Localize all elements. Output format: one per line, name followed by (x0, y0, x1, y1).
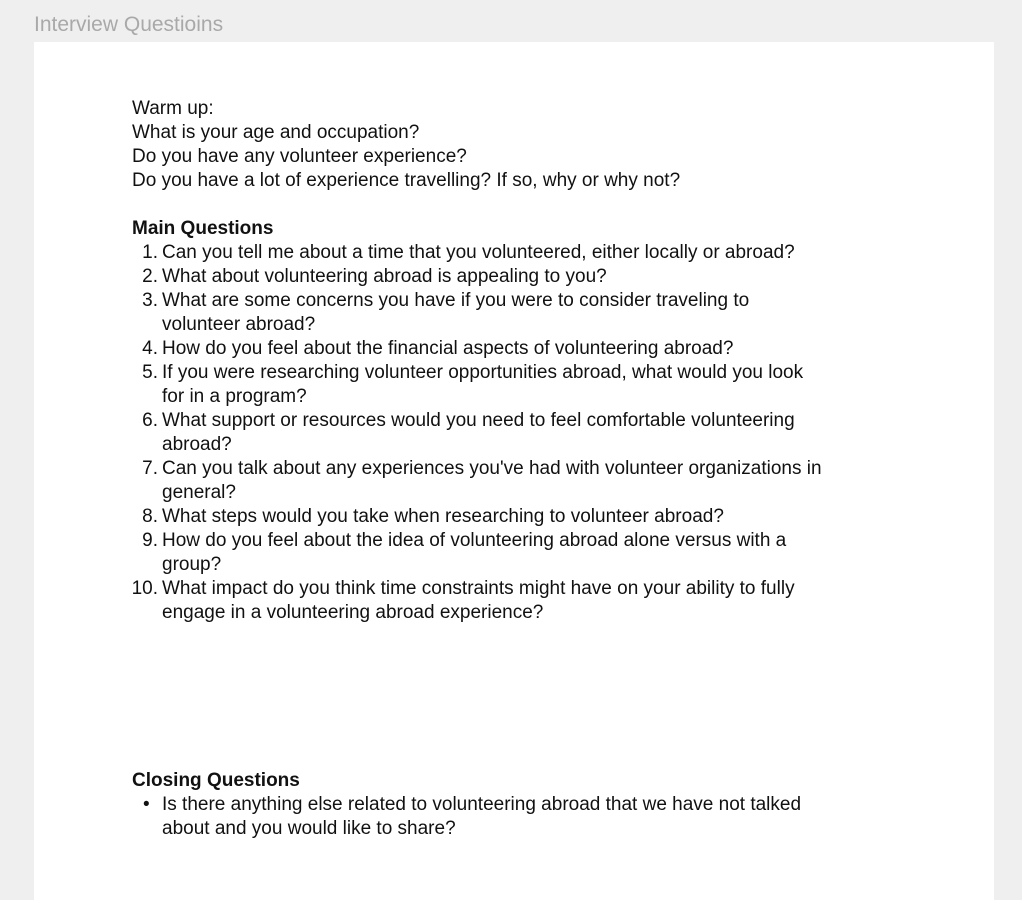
question-text-continued: for in a program? (162, 386, 307, 407)
bullet-icon: • (143, 794, 150, 815)
question-text: How do you feel about the financial aspects of volunteering abroad? (162, 338, 734, 359)
closing-question-item (132, 793, 932, 841)
document-content (132, 97, 932, 841)
question-number: 4. (142, 338, 158, 359)
question-text: What steps would you take when researching to volunteer abroad? (162, 506, 724, 527)
question-number: 3. (142, 290, 158, 311)
question-number: 2. (142, 266, 158, 287)
question-text-continued: group? (162, 554, 222, 575)
paragraph-spacer (132, 193, 932, 217)
main-question-item (132, 505, 932, 529)
question-text: What about volunteering abroad is appealing to you? (162, 266, 607, 287)
question-number: 1. (142, 242, 158, 263)
warm-up-question: What is your age and occupation? (132, 122, 420, 143)
question-number: 9. (142, 530, 158, 551)
main-question-item (132, 265, 932, 289)
question-text: Can you talk about any experiences you've had with volunteer organizations in (162, 458, 822, 479)
question-number: 8. (142, 506, 158, 527)
question-text-continued: abroad? (162, 434, 232, 455)
question-text-continued: engage in a volunteering abroad experience? (162, 602, 544, 623)
question-number: 5. (142, 362, 158, 383)
section-spacer (132, 625, 932, 769)
main-question-item (132, 361, 932, 409)
question-text-continued: volunteer abroad? (162, 314, 316, 335)
main-question-item (132, 409, 932, 457)
warm-up-heading: Warm up: (132, 98, 214, 119)
main-questions-heading: Main Questions (132, 218, 274, 239)
frame-title[interactable]: Interview Questioins (34, 13, 224, 36)
question-text: How do you feel about the idea of volunteering abroad alone versus with a (162, 530, 787, 551)
closing-questions-heading: Closing Questions (132, 770, 300, 791)
question-number: 10. (131, 578, 158, 599)
question-text: What support or resources would you need to feel comfortable volunteering (162, 410, 795, 431)
document-page[interactable] (34, 42, 994, 900)
main-question-item (132, 241, 932, 265)
question-text-continued: general? (162, 482, 236, 503)
question-text: What are some concerns you have if you were to consider traveling to (162, 290, 750, 311)
question-text: What impact do you think time constraints might have on your ability to fully (162, 578, 795, 599)
main-question-item (132, 337, 932, 361)
main-question-item (132, 457, 932, 505)
question-number: 6. (142, 410, 158, 431)
question-text: Can you tell me about a time that you volunteered, either locally or abroad? (162, 242, 795, 263)
main-question-item (132, 289, 932, 337)
question-text-continued: about and you would like to share? (162, 818, 456, 839)
warm-up-question: Do you have a lot of experience travelling? If so, why or why not? (132, 170, 681, 191)
question-text: Is there anything else related to volunteering abroad that we have not talked (162, 794, 802, 815)
question-text: If you were researching volunteer opportunities abroad, what would you look (162, 362, 804, 383)
question-number: 7. (142, 458, 158, 479)
main-question-item (132, 577, 932, 625)
main-question-item (132, 529, 932, 577)
warm-up-question: Do you have any volunteer experience? (132, 146, 467, 167)
closing-questions-list (132, 793, 932, 841)
main-questions-list (132, 241, 932, 625)
